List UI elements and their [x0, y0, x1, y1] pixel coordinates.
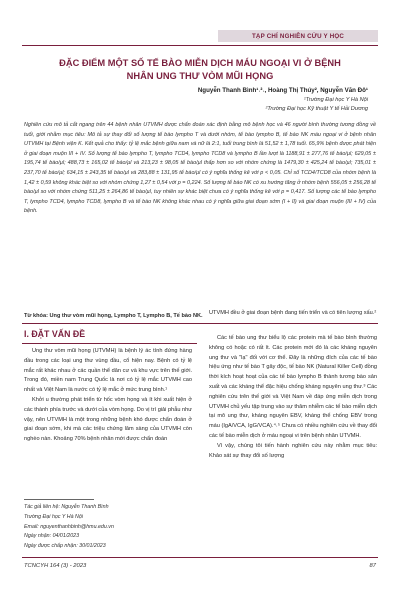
left-paragraph-2: Khởi u thường phát triển từ hốc vòm họng và ít khi xuất hiện ở các thành phía trước và dưới của vòm họng. Do vị trí giải phẫu như vậy, nên UTVMH là một trong những bệnh khó được chẩn đoán ở giai đoạn sớm, khi mà các triệu chứng lâm sàng của UTVMH còn nghèo nàn. Khoảng 70% bệnh nhân mới được chẩn đoán [24, 396, 192, 443]
footer-rule [22, 557, 378, 558]
section-rule [22, 343, 197, 344]
left-column [24, 347, 192, 497]
right-paragraph-0: UTVMH đều ở giai đoạn bệnh đang tiến triển và có tiên lượng xấu.² [209, 310, 377, 316]
footnote-email: Email: nguyenthanhbinh@hmu.edu.vn [24, 523, 114, 530]
title-line-1: ĐẶC ĐIỂM MỘT SỐ TẾ BÀO MIỄN DỊCH MÁU NGOẠI VI Ở BỆNH [59, 58, 341, 68]
footnote-rule [24, 499, 94, 500]
footnote-institution: Trường Đại học Y Hà Nội [24, 513, 83, 520]
abstract: Nghiên cứu mô tả cắt ngang trên 44 bệnh nhân UTVMH được chẩn đoán xác định bằng mô bệnh học và 46 người bình thường tương đồng về tuổi, giới nhằm mục tiêu: Mô tả sự thay đổi số lượng tế bào lympho T và dưới nhóm, tế bào lympho B, tế bào NK máu ngoại vi ở bệnh nhân UTVMH tại Bệnh viện K. Kết quả cho thấy: tỷ lệ mắc bệnh giữa nam và nữ là 2:1, tuổi trung bình là 51,52 ± 1,78 tuổi. 65,9% bệnh được phát hiện ở giai đoạn muộn III + IV. Số lượng tế bào lympho T, lympho TCD4, lympho TCD8 và lympho B lần lượt là 1188,91 ± 277,76 tế bào/µl; 629,05 ± 195,74 tế bào/µl; 488,73 ± 165,02 tế bào/µl và 213,23 ± 98,05 tế bào/µl thấp hơn so với nhóm chứng là 1479,30 ± 425,24 tế bào/µl; 735,01 ± 237,70 tế bào/µl; 634,15 ± 243,35 tế bào/µl và 283,88 ± 131,95 tế bào/µl có ý nghĩa thống kê với p < 0,05. Chỉ số TCD4/TCD8 của nhóm bệnh là 1,42 ± 0,59 không khác biệt so với nhóm chứng 1,27 ± 0,54 với p = 0,224. Số lượng tế bào NK có xu hướng tăng ở nhóm bệnh 556,05 ± 256,28 tế bào/µl so với nhóm chứng 511,25 ± 264,86 tế bào/µl, tuy nhiên sự khác biệt chưa có ý nghĩa thống kê với p = 0,417. Số lượng các tế bào lympho T, lympho TCD4, lympho TCD8, lympho B và tế bào NK không khác nhau có ý nghĩa giữa giai đoạn sớm (I + II) và giai đoạn muộn (III + IV) của bệnh. [24, 122, 376, 215]
right-column [209, 334, 377, 574]
right-paragraph-1: Các tế bào ung thư biểu lộ các protein mà tế bào bình thường không có hoặc có rất ít. Các protein mới đó là các kháng nguyên ung thư và "lạ" đối với cơ thể. Đây là những đích của các tế bào hiệu ứng như tế bào T gây độc, tế bào NK (Natural Killer Cell) đồng thời kích hoạt hoạt của các tế bào lympho B thành tương bào sản xuất và các kháng thể đặc hiệu chống kháng nguyên ung thư.³ Các nghiên cứu trên thế giới và Việt Nam về đáp ứng miễn dịch trong UTVMH chủ yếu tập trung vào sự thâm nhiễm các tế bào miễn dịch tại mô ung thư, kháng nguyên EBV, kháng thể chống EBV trong máu (IgA/VCA, IgG/VCA).⁴˒⁵ Chưa có nhiều nghiên cứu về thay đổi các tế bào miễn dịch ở máu ngoại vi trên bệnh nhân UTVMH. [209, 335, 377, 439]
section-title: I. ĐẶT VẤN ĐỀ [24, 329, 86, 339]
right-paragraph-2: Vì vậy, chúng tôi tiến hành nghiên cứu này nhằm mục tiêu: Khảo sát sự thay đổi số lượng [209, 442, 377, 459]
affiliation-1: ¹Trường Đại học Y Hà Nội [303, 97, 368, 103]
corresponding-author-footnote [24, 503, 192, 552]
journal-header-band [218, 30, 378, 42]
keywords: Từ khóa: Ung thư vòm mũi họng, Lympho T, Lympho B, Tế bào NK. [24, 313, 203, 319]
header-rule [22, 45, 378, 46]
footnote-accepted: Ngày được chấp nhận: 30/01/2023 [24, 543, 106, 550]
right-column-top [209, 309, 377, 319]
footnote-author: Tác giả liên hệ: Nguyễn Thanh Bình [24, 504, 109, 510]
article-title [30, 57, 370, 82]
footnote-received: Ngày nhận: 04/01/2023 [24, 533, 80, 540]
journal-name: TẠP CHÍ NGHIÊN CỨU Y HỌC [251, 32, 345, 40]
left-paragraph-1: Ung thư vòm mũi họng (UTVMH) là bệnh lý ác tính đứng hàng đầu trong các loại ung thư vùng đầu, cổ hiện nay. Bệnh có tỷ lệ mắc rất khác nhau ở các quần thể dân cư và khu vực trên thế giới. Trong đó, miền nam Trung Quốc là nơi có tỷ lệ mắc UTVMH cao nhất và Việt Nam là nước có tỷ lệ mắc ở mức trung bình.¹ [24, 348, 192, 394]
keywords-rule [22, 323, 378, 324]
journal-issue: TCNCYH 164 (3) - 2023 [24, 563, 87, 569]
affiliation-2: ²Trường Đại học Kỹ thuật Y tế Hải Dương [265, 106, 368, 112]
page-number: 87 [369, 563, 376, 569]
title-line-2: NHÂN UNG THƯ VÒM MŨI HỌNG [126, 70, 274, 81]
author-list: Nguyễn Thanh Bình¹˒²˒, Hoàng Thị Thúy², Nguyễn Văn Đô¹ [197, 87, 368, 94]
